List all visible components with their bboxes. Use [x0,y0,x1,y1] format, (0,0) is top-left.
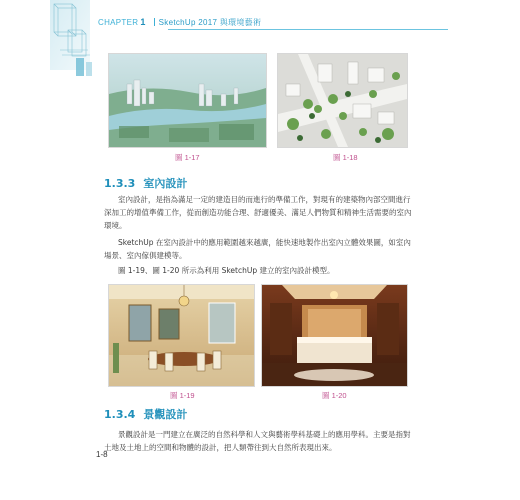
header-rule [168,29,448,30]
header-separator [154,18,155,26]
figure-1-18-image [277,53,408,148]
section-heading-1-3-3 [104,175,187,191]
figure-1-19-image [108,284,255,387]
figure-1-20-image [261,284,408,387]
chapter-title: SketchUp 2017 與環境藝術 [158,18,262,27]
chapter-header [98,17,261,28]
paragraph: SketchUp 在室內設計中的應用範圍越來越廣，能快速地製作出室內立體效果圖，如室內場景、室內傢俱建模等。 [104,238,411,260]
figure-1-17-image [108,53,267,148]
chapter-number: 1 [140,17,146,27]
section-number: 1.3.3 [104,177,136,190]
figure-1-17-caption: 圖 1-17 [175,153,200,162]
paragraph: 圖 1-19、圖 1-20 所示為利用 SketchUp 建立的室內設計模型。 [118,266,335,275]
figure-1-20-caption: 圖 1-20 [322,391,347,400]
section-heading-1-3-4 [104,406,187,422]
section-title: 室內設計 [143,177,188,190]
paragraph: 室內設計，是指為滿足一定的建造目的而進行的準備工作，對現有的建築物內部空間進行深加工的增值準備工作，從而創造功能合理、舒適優美、滿足人們物質和精神生活需要的室內環境。 [104,195,412,230]
section-number: 1.3.4 [104,408,136,421]
page-number: 1-8 [96,450,108,459]
chapter-label: CHAPTER [98,18,139,27]
figure-1-19-caption: 圖 1-19 [170,391,195,400]
figure-1-18-caption: 圖 1-18 [333,153,358,162]
section-title: 景觀設計 [143,408,188,421]
paragraph: 景觀設計是一門建立在廣泛的自然科學和人文與藝術學科基礎上的應用學科。主要是指對土地及土地上的空間和物體的設計，把人類帶往到大自然所表現出來。 [104,430,411,452]
